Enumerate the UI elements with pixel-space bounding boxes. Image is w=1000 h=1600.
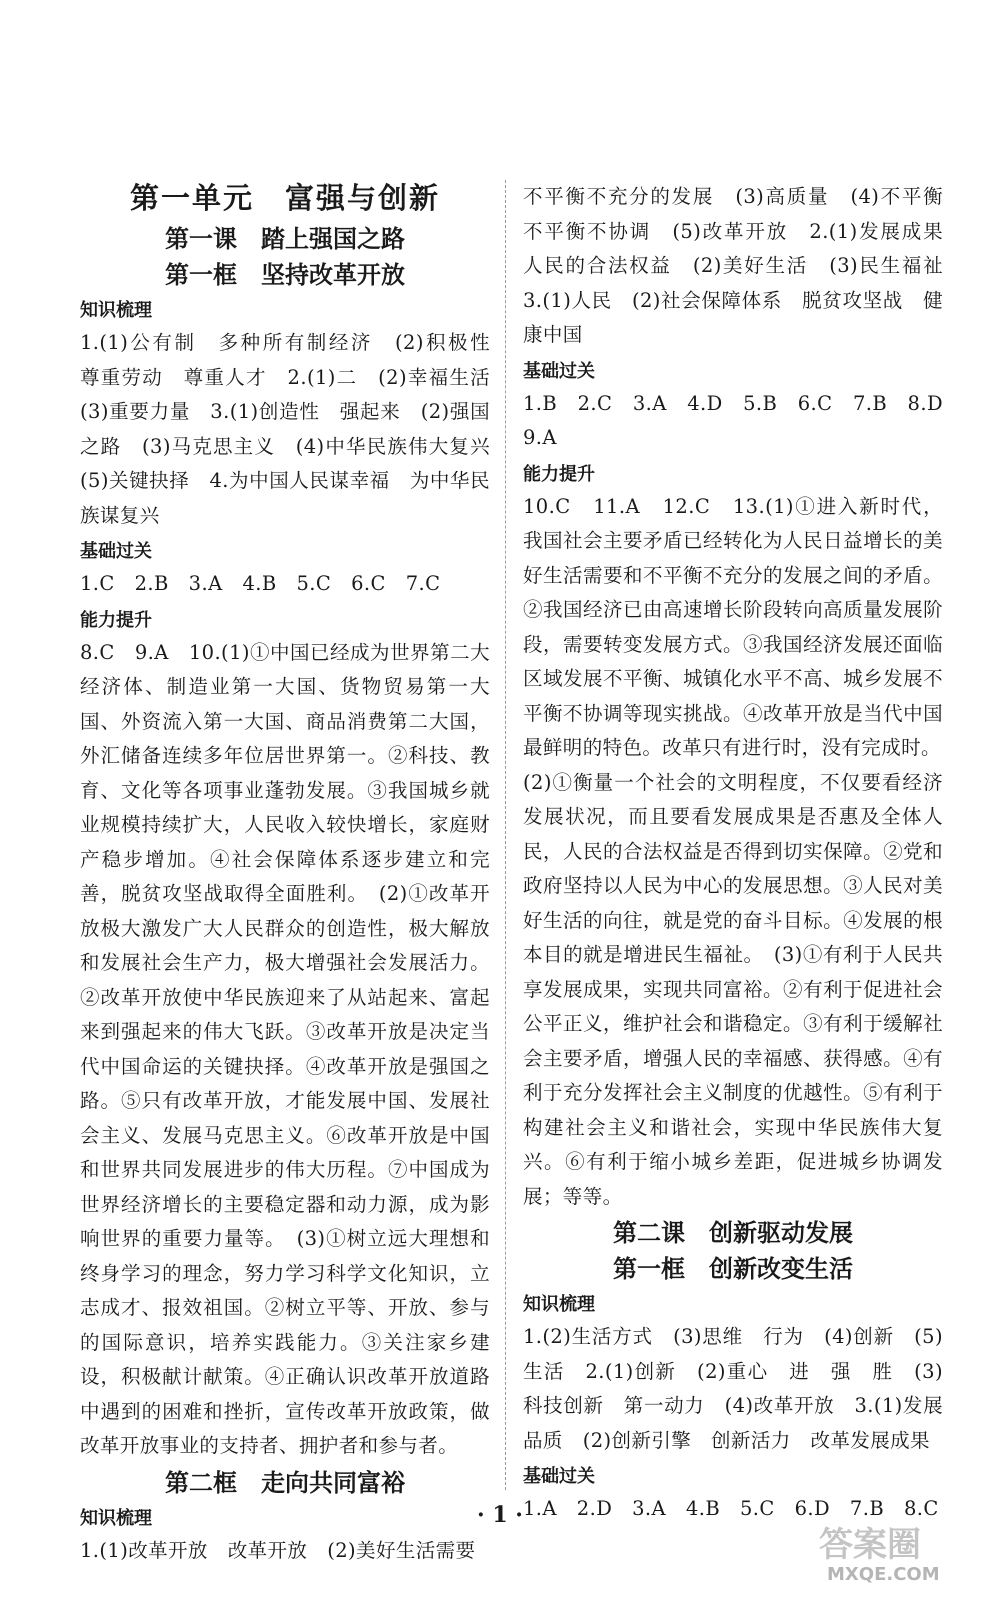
lesson-title: 第一课 踏上强国之路 xyxy=(165,224,405,253)
section-label-ability: 能力提升 xyxy=(80,609,152,631)
watermark-text-cn: 答案圈 xyxy=(819,1525,921,1565)
watermark-text-url: MXQE.COM xyxy=(827,1564,940,1585)
frame-title-3: 第一框 创新改变生活 xyxy=(613,1254,853,1283)
section-label-basic-r: 基础过关 xyxy=(523,360,595,382)
lesson-title-2: 第二课 创新驱动发展 xyxy=(613,1218,853,1247)
ability-answers-r: 10.C 11.A 12.C 13.(1)①进入新时代，我国社会主要矛盾已经转化为人民日益增长的美好生活需要和不平衡不充分的发展之间的矛盾。②我国经济已由高速增长阶段转向高质量发展阶段，需要转变发展方式。③我国经济发展还面临区域发展不平衡、城镇化水平不高、城乡发展不平衡不协调等现实挑战。④改革开放是当代中国最鲜明的特色。改革只有进行时，没有完成时。 xyxy=(523,494,943,759)
section-label-ability-r: 能力提升 xyxy=(523,463,595,485)
section-label-basic: 基础过关 xyxy=(80,541,152,562)
frame-title-2: 第二框 走向共同富裕 xyxy=(165,1467,405,1497)
unit-title: 第一单元 富强与创新 xyxy=(129,181,440,215)
basic-answers-r: 1.B 2.C 3.A 4.D 5.B 6.C 7.B 8.D 9.A xyxy=(523,391,963,449)
section-label-knowledge-r: 知识梳理 xyxy=(523,1294,595,1315)
knowledge-answers-2: 1.(1)改革开放 改革开放 (2)美好生活需要 xyxy=(80,1538,476,1562)
knowledge-answers: 1.(1)公有制 多种所有制经济 (2)积极性 尊重劳动 尊重人才 2.(1)二 (2)幸福生活 (3)重要力量 3.(1)创造性 强起来 (2)强国之路 (3)马克思主义 (4)中华民族伟大复兴 (5)关键抉择 4.为中国人民谋幸福 为中华民族谋复兴 xyxy=(80,331,510,527)
knowledge-answers-r: 1.(2)生活方式 (3)思维 行为 (4)创新 (5)生活 2.(1)创新 (2)重心 进 强 胜 (3)科技创新 第一动力 (4)改革开放 3.(1)发展品质 (2)创新引擎 创新活力 改革发展成果 xyxy=(523,1325,943,1452)
section-label-knowledge: 知识梳理 xyxy=(80,300,152,321)
section-label-knowledge-2: 知识梳理 xyxy=(80,1507,152,1529)
left-column xyxy=(80,178,510,1568)
watermark-logo xyxy=(813,1520,978,1586)
frame-title: 第一框 坚持改革开放 xyxy=(165,260,405,289)
page-number: · 1 · xyxy=(477,1502,523,1528)
basic-answers-r2: 1.A 2.D 3.A 4.B 5.C 6.D 7.B 8.C xyxy=(523,1497,939,1520)
right-column xyxy=(523,180,963,1527)
ability-answers: 8.C 9.A 10.(1)①中国已经成为世界第二大经济体、制造业第一大国、货物贸易第一大国、外资流入第一大国、商品消费第二大国，外汇储备连续多年位居世界第一。②科技、教育、文化等各项事业蓬勃发展。③我国城乡就业规模持续扩大，人民收入较快增长，家庭财产稳步增加。④社会保障体系逐步建立和完善，脱贫攻坚战取得全面胜利。 (2)①改革开放极大激发广大人民群众的创造性，极大解放和发展社会生产力，极大增强社会发展活力。②改革开放使中华民族迎来了从站起来、富起来到强起来的伟大飞跃。③改革开放是决定当代中国命运的关键抉择。④改革开放是强国之路。⑤只有改革开放，才能发展中国、发展社会主义、发展马克思主义。⑥改革开放是中国和世界共同发展进步的伟大历程。⑦中国成为世界经济增长的主要稳定器和动力源，成为影响世界的重要力量等。 (3)①树立远大理想和终身学习的理念，努力学习科学文化知识，立志成才、报效祖国。②树立平等、开放、参与的国际意识，培养实践能力。③关注家乡建设，积极献计献策。④正确认识改革开放道路中遇到的困难和挫折，宣传改革开放政策，做改革开放事业的支持者、拥护者和参与者。 xyxy=(80,640,490,1457)
knowledge-answers-continued: 不平衡不充分的发展 (3)高质量 (4)不平衡 不平衡不协调 (5)改革开放 2.(1)发展成果 人民的合法权益 (2)美好生活 (3)民生福祉 3.(1)人民 (2)社会保障体系 脱贫攻坚战 健康中国 xyxy=(523,185,963,346)
ability-answers-r-2: (2)①衡量一个社会的文明程度，不仅要看经济发展状况，而且要看发展成果是否惠及全体人民，人民的合法权益是否得到切实保障。②党和政府坚持以人民为中心的发展思想。③人民对美好生活的向往，就是党的奋斗目标。④发展的根本目的就是增进民生福祉。 (3)①有利于人民共享发展成果，实现共同富裕。②有利于促进社会公平正义，维护社会和谐稳定。③有利于缓解社会主要矛盾，增强人民的幸福感、获得感。④有利于充分发挥社会主义制度的优越性。⑤有利于构建社会主义和谐社会，实现中华民族伟大复兴。⑥有利于缩小城乡差距，促进城乡协调发展；等等。 xyxy=(523,770,943,1208)
basic-answers: 1.C 2.B 3.A 4.B 5.C 6.C 7.C xyxy=(80,572,441,595)
section-label-basic-r2: 基础过关 xyxy=(523,1466,595,1487)
